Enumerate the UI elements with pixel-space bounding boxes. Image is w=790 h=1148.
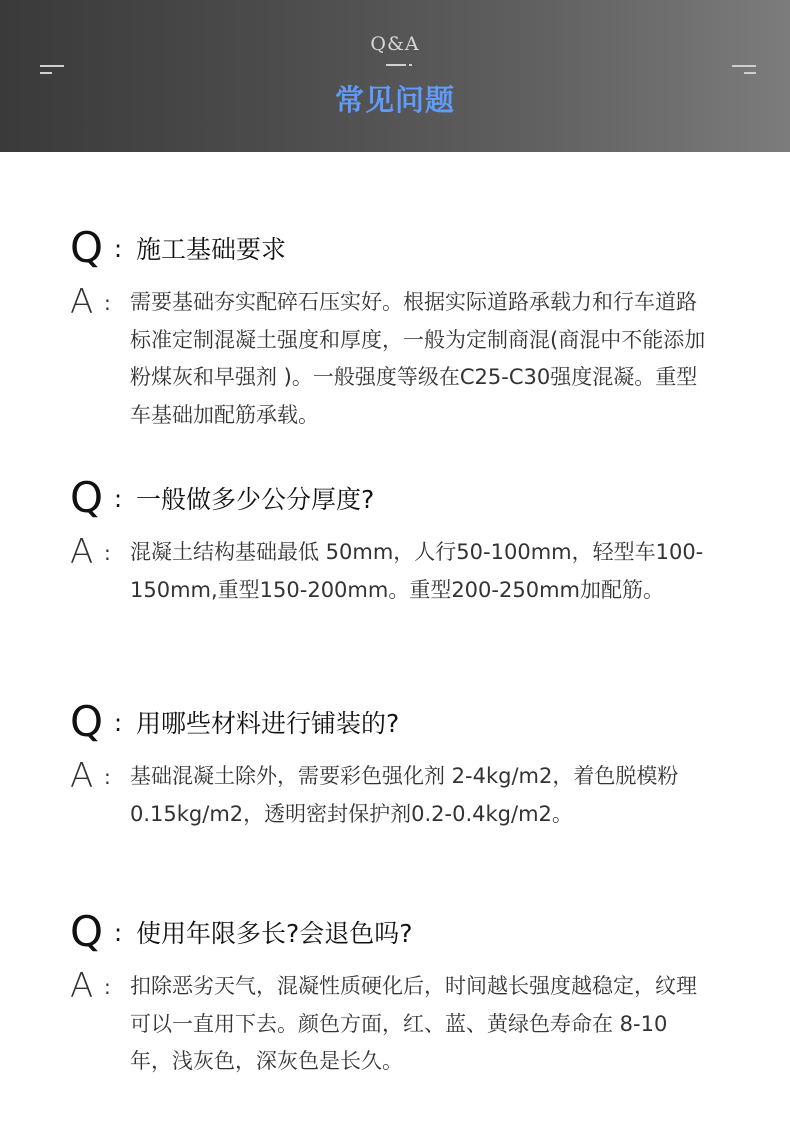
answer-label: A bbox=[70, 756, 94, 796]
question-colon: : bbox=[114, 709, 123, 737]
question-colon: : bbox=[114, 485, 123, 513]
answer-row bbox=[70, 532, 730, 609]
question-label: Q bbox=[70, 697, 104, 746]
question-row bbox=[70, 908, 730, 960]
header-divider-dot bbox=[409, 64, 412, 66]
answer-label: A bbox=[70, 532, 94, 572]
faq-item bbox=[70, 474, 730, 609]
question-text: 一般做多少公分厚度? bbox=[136, 485, 375, 514]
question-text: 施工基础要求 bbox=[136, 235, 287, 264]
question-row bbox=[70, 698, 730, 750]
question-row bbox=[70, 224, 730, 276]
answer-row bbox=[70, 282, 730, 434]
answer-row bbox=[70, 756, 730, 833]
header-divider bbox=[386, 64, 406, 66]
answer-colon: : bbox=[104, 541, 111, 565]
answer-label: A bbox=[70, 966, 94, 1006]
header-subtitle: Q&A bbox=[370, 33, 420, 55]
answer-row bbox=[70, 966, 730, 1081]
menu-lines-icon bbox=[40, 65, 64, 77]
answer-text: 扣除恶劣天气，混凝性质硬化后，时间越长强度越稳定，纹理可以一直用下去。颜色方面，红、蓝、黄绿色寿命在 8-10 年，浅灰色，深灰色是长久。 bbox=[130, 974, 697, 1073]
answer-colon: : bbox=[104, 975, 111, 999]
answer-text: 需要基础夯实配碎石压实好。根据实际道路承载力和行车道路标准定制混凝土强度和厚度，一般为定制商混(商混中不能添加粉煤灰和早强剂 )。一般强度等级在C25-C30强度混凝。重型车基础加配筋承载。 bbox=[130, 290, 706, 427]
answer-colon: : bbox=[104, 765, 111, 789]
question-colon: : bbox=[114, 235, 123, 263]
question-row bbox=[70, 474, 730, 526]
header-banner bbox=[0, 0, 790, 152]
question-colon: : bbox=[114, 919, 123, 947]
question-text: 使用年限多长?会退色吗? bbox=[136, 919, 413, 948]
question-label: Q bbox=[70, 473, 104, 522]
menu-lines-icon bbox=[732, 65, 756, 77]
question-text: 用哪些材料进行铺装的? bbox=[136, 709, 400, 738]
faq-item bbox=[70, 698, 730, 833]
faq-item bbox=[70, 224, 730, 434]
question-label: Q bbox=[70, 223, 104, 272]
page-title: 常见问题 bbox=[334, 83, 455, 117]
answer-label: A bbox=[70, 282, 94, 322]
answer-colon: : bbox=[104, 291, 111, 315]
faq-item bbox=[70, 908, 730, 1081]
answer-text: 基础混凝土除外，需要彩色强化剂 2-4kg/m2，着色脱模粉0.15kg/m2，透明密封保护剂0.2-0.4kg/m2。 bbox=[130, 764, 679, 826]
answer-text: 混凝土结构基础最低 50mm，人行50-100mm，轻型车100-150mm,重型150-200mm。重型200-250mm加配筋。 bbox=[130, 540, 704, 602]
question-label: Q bbox=[70, 907, 104, 956]
